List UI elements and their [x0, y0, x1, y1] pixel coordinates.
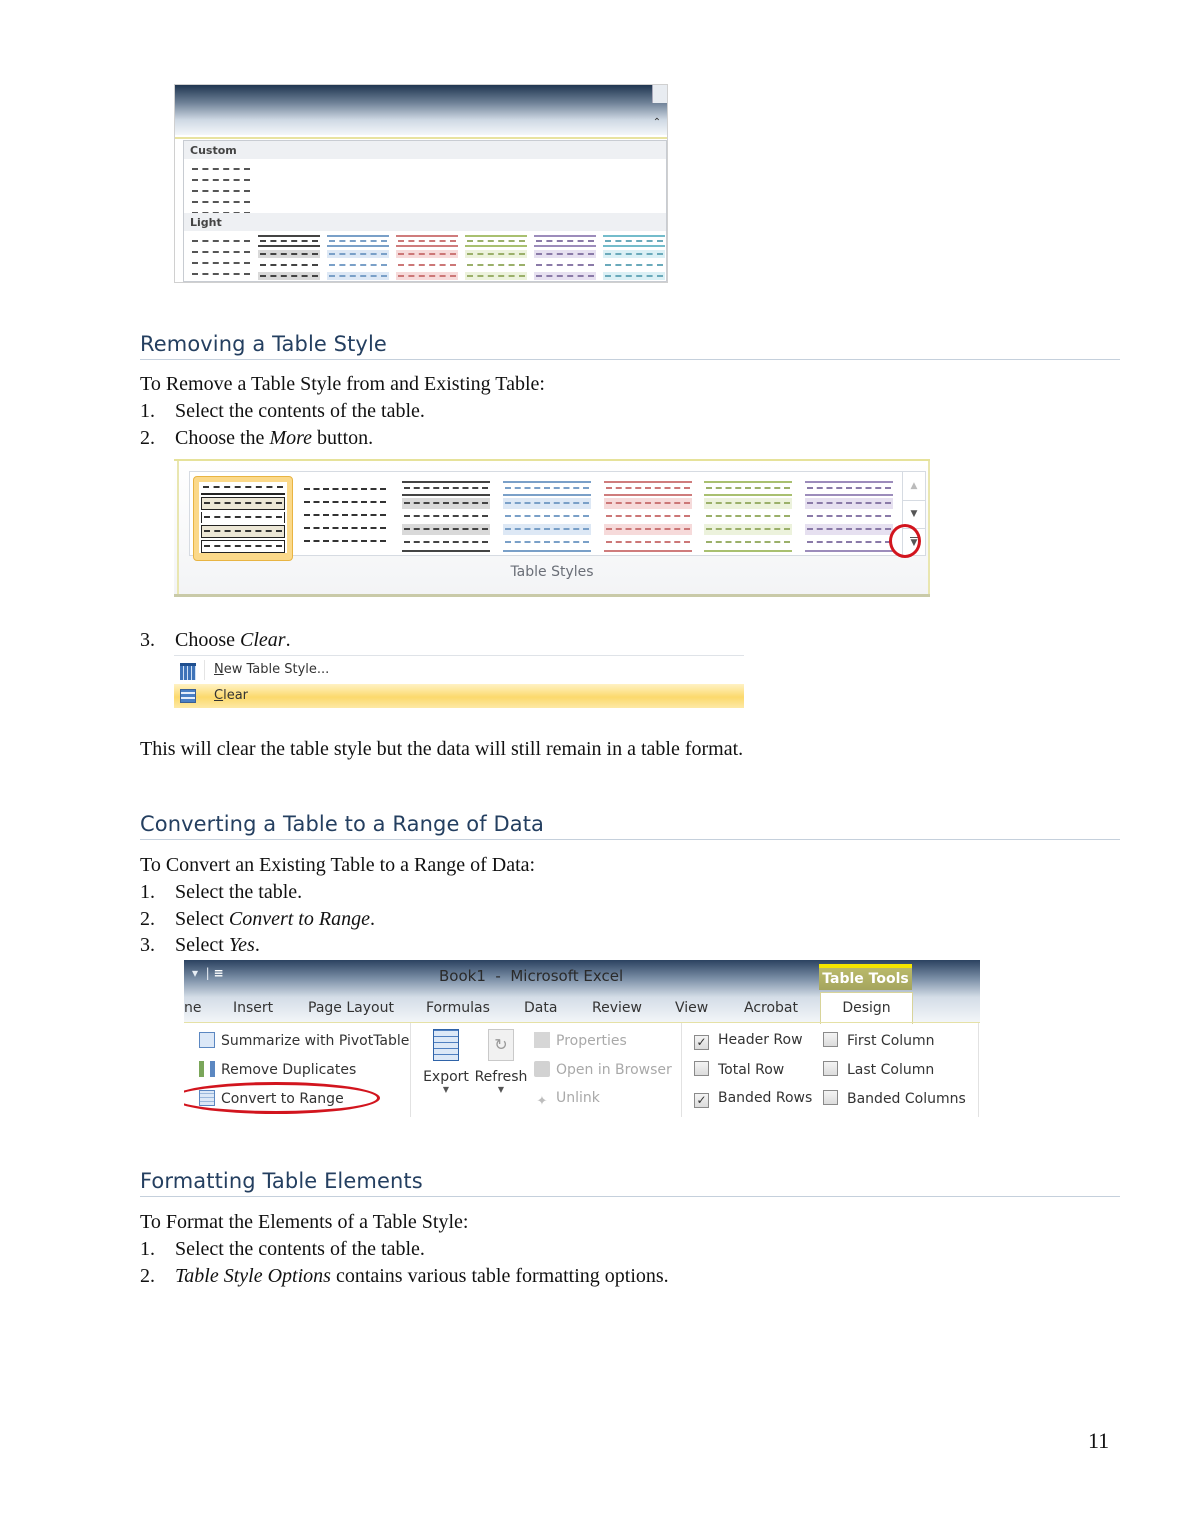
- section1-step-2: 2. Choose the More button.: [140, 427, 374, 449]
- section2-intro: To Convert an Existing Table to a Range of Data:: [140, 854, 536, 876]
- banded-columns-checkbox[interactable]: Banded Columns: [823, 1090, 966, 1107]
- summarize-with-pivottable-button[interactable]: Summarize with PivotTable: [199, 1032, 409, 1049]
- style-light-blue[interactable]: [503, 481, 591, 552]
- gallery-scroll-down-button[interactable]: ▼: [902, 501, 925, 529]
- page-number: 11: [1088, 1428, 1110, 1453]
- menu-item-clear[interactable]: Clear: [174, 684, 744, 708]
- heading-formatting-table-elements: Formatting Table Elements: [140, 1169, 1120, 1197]
- first-column-checkbox[interactable]: First Column: [823, 1032, 935, 1049]
- heading-converting-table-to-range: Converting a Table to a Range of Data: [140, 812, 1120, 840]
- heading-removing-table-style: Removing a Table Style: [140, 332, 1120, 360]
- tab-review[interactable]: Review: [592, 1000, 642, 1016]
- tab-insert[interactable]: Insert: [233, 1000, 274, 1016]
- menu-item-new-table-style[interactable]: New Table Style...: [174, 658, 744, 682]
- style-medium-selected[interactable]: [193, 476, 293, 561]
- gallery-more-button[interactable]: ▼: [902, 529, 925, 555]
- quick-access-toolbar[interactable]: ▾ | ≡: [192, 966, 224, 980]
- tab-view[interactable]: View: [675, 1000, 709, 1016]
- light-style-purple[interactable]: [534, 235, 596, 283]
- pivottable-icon: [199, 1032, 215, 1048]
- ribbon-tabs: [184, 992, 980, 1022]
- remove-duplicates-button[interactable]: Remove Duplicates: [199, 1061, 356, 1078]
- export-button[interactable]: Export ▼: [421, 1029, 471, 1094]
- style-light-purple[interactable]: [805, 481, 893, 552]
- section2-step-1: 1. Select the table.: [140, 881, 303, 903]
- contextual-tab-table-tools: Table Tools: [819, 964, 912, 990]
- convert-to-range-button[interactable]: Convert to Range: [199, 1090, 344, 1107]
- tab-home[interactable]: ne: [184, 1000, 202, 1016]
- table-styles-group-label: Table Styles: [510, 564, 594, 580]
- clear-table-style-icon: [180, 689, 196, 703]
- header-row-checkbox[interactable]: ✓ Header Row: [694, 1032, 803, 1050]
- tab-acrobat[interactable]: Acrobat: [744, 1000, 798, 1016]
- more-menu-screenshot: [174, 655, 744, 710]
- more-button-annotation-circle: [889, 524, 921, 558]
- table-style-options-group: [682, 1023, 979, 1117]
- checkbox-checked[interactable]: ✓: [694, 1093, 709, 1108]
- tab-design[interactable]: Design: [820, 992, 913, 1024]
- table-style-gallery-screenshot: [174, 84, 668, 283]
- custom-style-thumbnail[interactable]: [190, 165, 252, 220]
- external-table-data-group: [411, 1023, 682, 1117]
- tab-formulas[interactable]: Formulas: [426, 1000, 490, 1016]
- gallery-scroll-up-button[interactable]: ▲: [902, 472, 925, 501]
- light-style-aqua[interactable]: [603, 235, 665, 283]
- properties-button[interactable]: Properties: [534, 1032, 627, 1049]
- collapse-ribbon-button[interactable]: ⌃: [652, 117, 662, 128]
- checkbox-unchecked[interactable]: [823, 1032, 838, 1047]
- style-light-black[interactable]: [402, 481, 490, 552]
- window-title: Book1 - Microsoft Excel: [439, 967, 624, 985]
- open-in-browser-button[interactable]: Open in Browser: [534, 1061, 672, 1078]
- open-in-browser-icon: [534, 1061, 550, 1077]
- unlink-button[interactable]: ✦ Unlink: [534, 1090, 600, 1110]
- export-icon: [433, 1029, 459, 1061]
- checkbox-unchecked[interactable]: [694, 1061, 709, 1076]
- light-style-blue[interactable]: [327, 235, 389, 283]
- ribbon-background: [175, 85, 667, 135]
- section1-intro: To Remove a Table Style from and Existing Table:: [140, 373, 545, 395]
- light-style-none[interactable]: [190, 237, 252, 283]
- last-column-checkbox[interactable]: Last Column: [823, 1061, 934, 1078]
- unlink-icon: ✦: [536, 1094, 548, 1109]
- checkbox-unchecked[interactable]: [823, 1090, 838, 1105]
- excel-ribbon-screenshot: [184, 960, 980, 1117]
- section1-step-1: 1. Select the contents of the table.: [140, 400, 425, 422]
- total-row-checkbox[interactable]: Total Row: [694, 1061, 784, 1078]
- tab-data[interactable]: Data: [524, 1000, 558, 1016]
- checkbox-unchecked[interactable]: [823, 1061, 838, 1076]
- refresh-icon: ↻: [488, 1029, 514, 1061]
- section-header-custom: Custom: [184, 141, 666, 159]
- section3-step-1: 1. Select the contents of the table.: [140, 1238, 425, 1260]
- section2-step-2: 2. Select Convert to Range.: [140, 908, 375, 930]
- remove-duplicates-icon: [199, 1061, 215, 1077]
- tab-page-layout[interactable]: Page Layout: [308, 1000, 394, 1016]
- light-style-black[interactable]: [258, 235, 320, 283]
- gallery-panel: [183, 140, 667, 282]
- properties-icon: [534, 1032, 550, 1048]
- light-style-green[interactable]: [465, 235, 527, 283]
- banded-rows-checkbox[interactable]: ✓ Banded Rows: [694, 1090, 812, 1108]
- table-styles-group-screenshot: [174, 459, 930, 597]
- style-none[interactable]: [302, 484, 388, 549]
- new-table-style-icon: [180, 663, 196, 680]
- refresh-button[interactable]: ↻ Refresh ▼: [473, 1029, 529, 1094]
- section1-note: This will clear the table style but the data will still remain in a table format.: [140, 738, 744, 760]
- section2-step-3: 3. Select Yes.: [140, 934, 260, 956]
- table-styles-gallery: [189, 471, 926, 556]
- style-light-red[interactable]: [604, 481, 692, 552]
- light-style-red[interactable]: [396, 235, 458, 283]
- checkbox-checked[interactable]: ✓: [694, 1035, 709, 1050]
- section1-step-3: 3. Choose Clear.: [140, 629, 291, 651]
- section3-intro: To Format the Elements of a Table Style:: [140, 1211, 469, 1233]
- style-light-green[interactable]: [704, 481, 792, 552]
- section-header-light: Light: [184, 213, 666, 231]
- section3-step-2: 2. Table Style Options contains various table formatting options.: [140, 1265, 669, 1287]
